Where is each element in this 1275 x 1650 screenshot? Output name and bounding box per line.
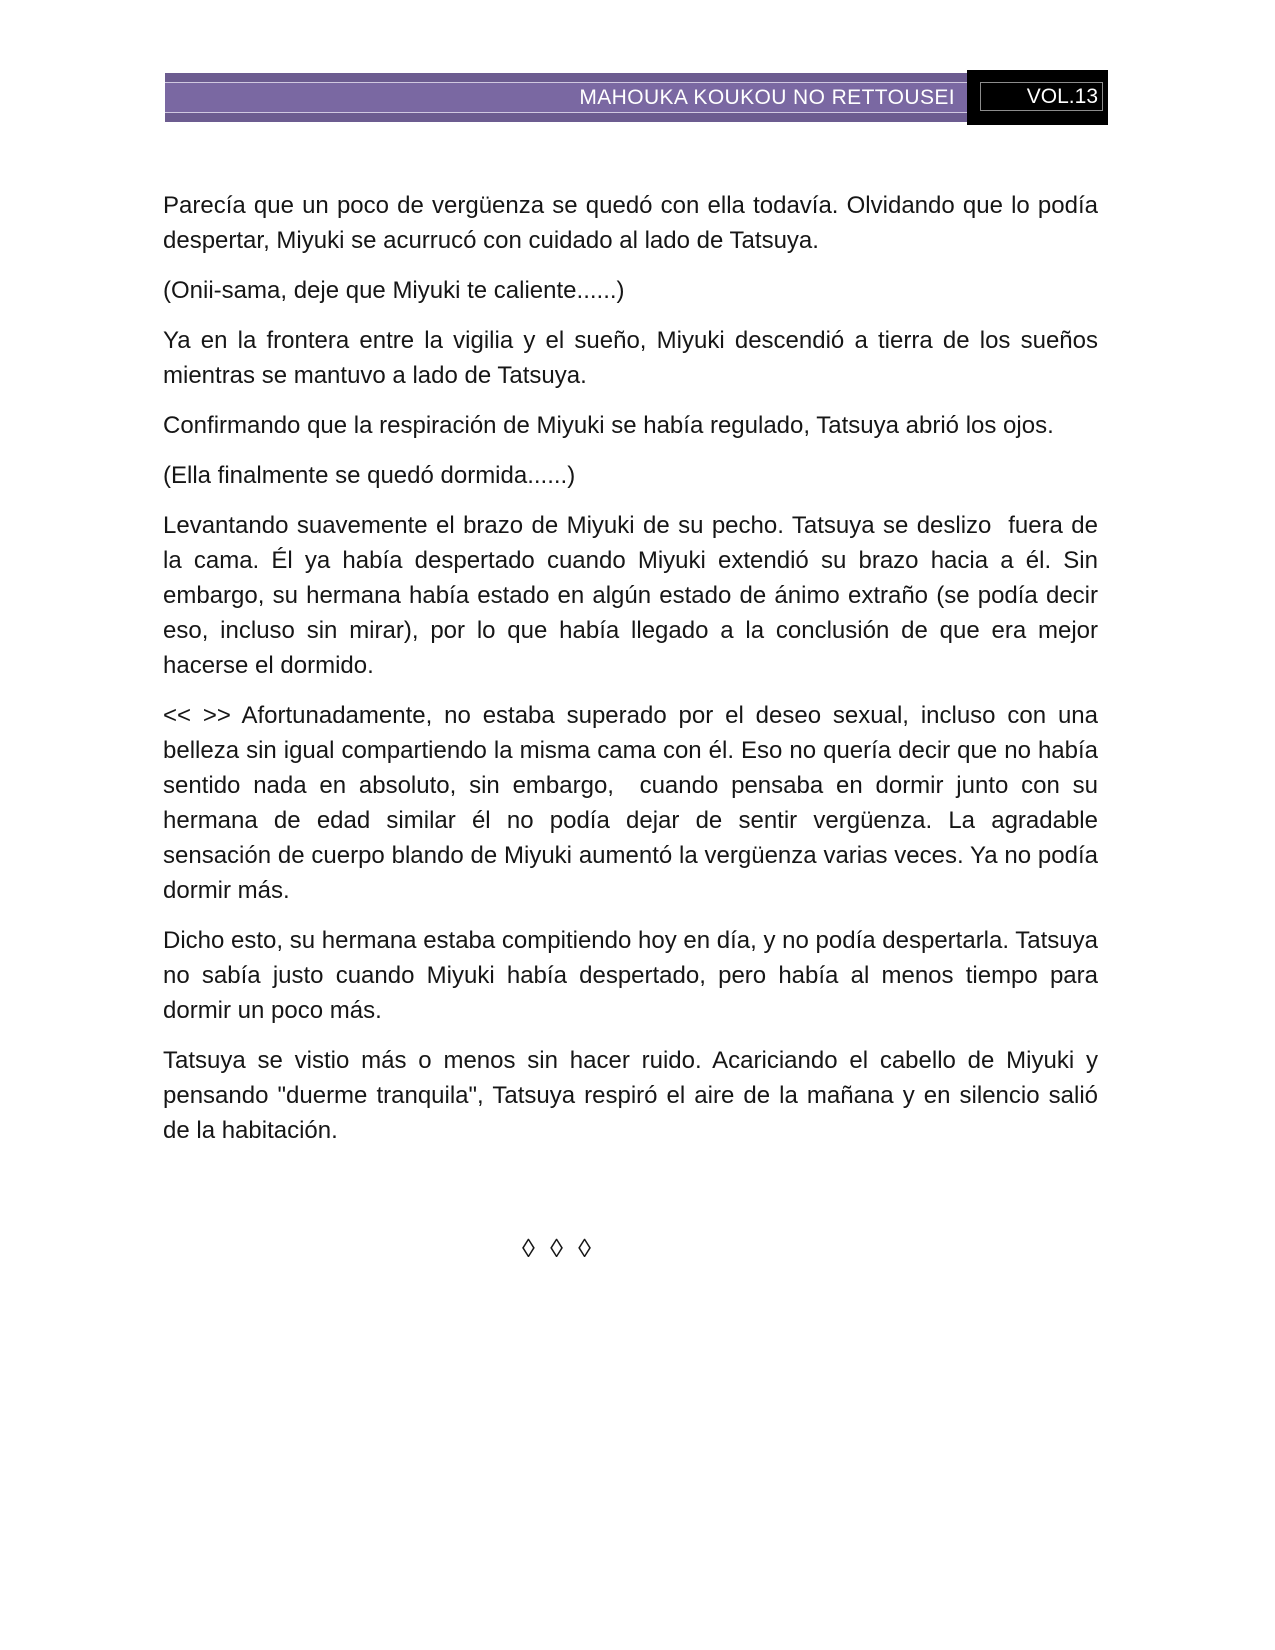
paragraph: Tatsuya se vistio más o menos sin hacer ruido. Acariciando el cabello de Miyuki y pensando "duerme tranquila", Tatsuya respiró el aire de la mañana y en silencio salió de la habitación. (163, 1047, 1105, 1144)
paragraph: Dicho esto, su hermana estaba compitiendo hoy en día, y no podía despertarla. Tatsuya no sabía justo cuando Miyuki había despertado, pero había al menos tiempo para dormir un poco más. (163, 927, 1105, 1024)
paragraph: Confirmando que la respiración de Miyuki se había regulado, Tatsuya abrió los ojos. (163, 412, 1054, 439)
paragraph: Parecía que un poco de vergüenza se quedó con ella todavía. Olvidando que lo podía despertar, Miyuki se acurrucó con cuidado al lado de Tatsuya. (163, 192, 1105, 254)
paragraph: Levantando suavemente el brazo de Miyuki de su pecho. Tatsuya se deslizo fuera de la cama. Él ya había despertado cuando Miyuki extendió su brazo hacia a él. Sin embargo, su hermana había estado en algún estado de ánimo extraño (se podía decir eso, incluso sin mirar), por lo que había llegado a la conclusión de que era mejor hacerse el dormido. (163, 512, 1105, 679)
paragraph: << >> Afortunadamente, no estaba superado por el deseo sexual, incluso con una belleza sin igual compartiendo la misma cama con él. Eso no quería decir que no había sentido nada en absoluto, sin embargo, cuando pensaba en dormir junto con su hermana de edad similar él no podía dejar de sentir vergüenza. La agradable sensación de cuerpo blando de Miyuki aumentó la vergüenza varias veces. Ya no podía dormir más. (163, 702, 1105, 904)
scene-separator: ◊ ◊ ◊ (522, 1233, 595, 1263)
header-title: MAHOUKA KOUKOU NO RETTOUSEI (579, 85, 955, 109)
header-title-cell (165, 73, 967, 122)
page-header-bar (165, 73, 1108, 122)
paragraph: (Ella finalmente se quedó dormida......) (163, 462, 576, 489)
paragraph: (Onii-sama, deje que Miyuki te caliente......) (163, 277, 625, 304)
paragraph: Ya en la frontera entre la vigilia y el sueño, Miyuki descendió a tierra de los sueños mientras se mantuvo a lado de Tatsuya. (163, 327, 1105, 389)
volume-badge (967, 70, 1108, 125)
volume-label: VOL.13 (1026, 84, 1098, 108)
body-content (163, 188, 1105, 1264)
volume-badge-frame (980, 82, 1103, 111)
